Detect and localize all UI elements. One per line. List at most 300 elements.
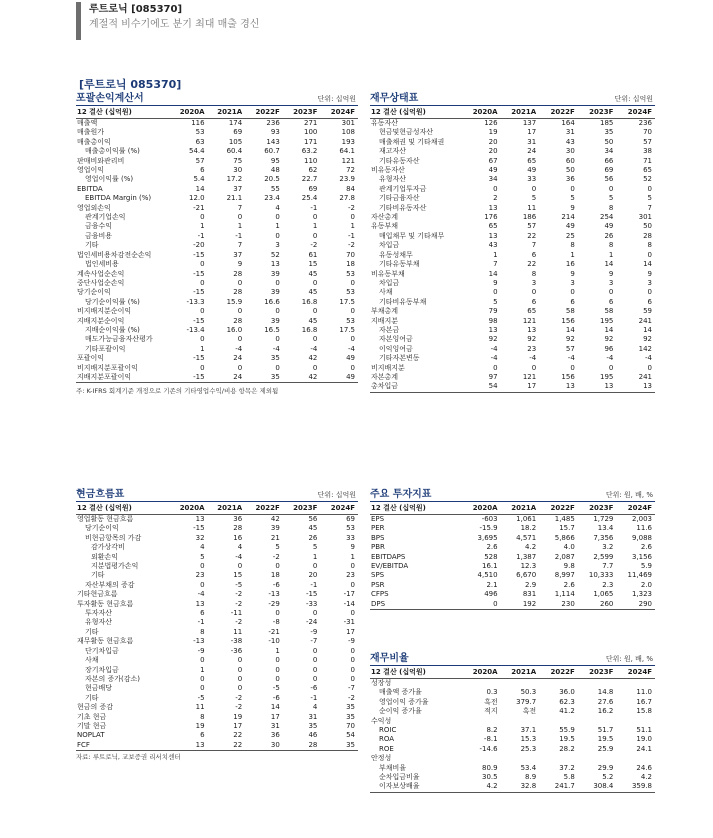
row-value: 0	[275, 665, 280, 674]
row-value: 22	[527, 231, 537, 240]
indicators-unit: 단위: 원, 배, %	[605, 491, 653, 499]
table-row	[76, 722, 358, 731]
row-value: 254	[600, 213, 614, 222]
row-value: 2.6	[640, 543, 652, 552]
row-value: 0	[237, 665, 243, 674]
row-value: 9	[350, 543, 355, 552]
income-statement-header	[76, 92, 358, 106]
table-row	[370, 317, 655, 326]
column-header-year: 2021A	[511, 504, 537, 512]
row-value: 15.7	[559, 524, 575, 533]
row-value: 13	[488, 325, 498, 334]
row-value: 116	[191, 119, 205, 127]
row-label: 유형자산	[379, 175, 407, 184]
column-header-year: 2022F	[255, 504, 280, 512]
table-row	[76, 675, 358, 684]
row-value: 31	[308, 712, 318, 721]
cashflow-section	[76, 488, 358, 762]
row-value: -8	[272, 618, 280, 627]
row-value: 75	[233, 156, 243, 165]
table-row	[76, 373, 358, 383]
row-value: 4,510	[477, 571, 498, 580]
row-value: 30	[233, 166, 243, 175]
row-value: 2.9	[525, 580, 537, 589]
row-value: -2	[348, 693, 355, 702]
row-value: 1	[570, 250, 575, 259]
row-value: 8.9	[525, 773, 537, 782]
row-value	[616, 754, 655, 763]
row-label: 유동부채	[371, 222, 399, 231]
table-row	[76, 317, 358, 326]
row-value: 16.8	[301, 297, 318, 306]
row-label: 비유동자산	[371, 166, 405, 175]
table-row	[370, 707, 655, 716]
table-row	[76, 590, 358, 599]
row-value: 20	[488, 147, 498, 156]
row-label: 기타자본변동	[379, 354, 420, 363]
row-value: 31	[565, 128, 575, 137]
table-row	[76, 175, 358, 184]
row-value: 0	[647, 288, 652, 297]
row-value: 9	[608, 269, 614, 278]
table-row	[370, 157, 655, 166]
row-value: 30	[565, 147, 575, 156]
row-value: -4	[197, 590, 205, 599]
row-value: 6	[570, 297, 575, 306]
row-value: -15.9	[479, 524, 498, 533]
row-value: 20	[488, 137, 498, 146]
row-value: 55	[270, 184, 280, 193]
row-value: 38	[643, 147, 652, 156]
row-value: -7	[310, 637, 318, 646]
row-value: 84	[346, 184, 355, 193]
row-value: -5	[197, 693, 205, 702]
row-value: 2,599	[593, 552, 614, 561]
row-value: 20	[308, 571, 318, 580]
row-value: 1	[350, 552, 355, 561]
row-value: 34	[488, 175, 498, 184]
row-value: -13.3	[186, 297, 205, 306]
row-value: 54	[488, 382, 498, 391]
table-row	[76, 185, 358, 194]
balance-sheet-table	[370, 106, 655, 393]
row-value: 95	[270, 156, 280, 165]
row-value: 13	[527, 325, 537, 334]
row-value: 12.3	[520, 562, 537, 571]
cashflow-note: 자료: 루트로닉, 교보증권 리서치센터	[76, 753, 181, 762]
row-label: 투자활동 현금흐름	[77, 599, 134, 608]
row-label: 기타	[85, 693, 99, 702]
row-value: -1	[310, 203, 318, 212]
table-row	[370, 364, 655, 373]
row-value: 16.1	[482, 562, 498, 571]
row-value: 0	[200, 580, 205, 589]
row-label: BPS	[371, 533, 385, 542]
row-value	[462, 754, 501, 763]
row-value: 18	[270, 571, 280, 580]
row-label: 비현금항목의 가감	[85, 533, 142, 542]
row-label: 영업외손익	[77, 203, 111, 212]
table-row	[76, 515, 358, 525]
row-value: -29	[268, 599, 280, 608]
row-value: 8,997	[554, 571, 575, 580]
row-label: 매출원가	[77, 128, 105, 137]
row-label: 지배순이익률 (%)	[85, 325, 140, 334]
row-value: 0	[350, 674, 355, 683]
row-value: 13	[604, 382, 614, 391]
row-value: 49	[488, 166, 498, 175]
row-value: 3	[608, 278, 614, 287]
row-value: 43	[488, 241, 498, 250]
row-label: FCF	[77, 740, 90, 749]
row-value: -38	[230, 637, 243, 646]
table-row	[76, 656, 358, 665]
row-value: 137	[522, 119, 537, 127]
row-value: 4.0	[563, 543, 575, 552]
row-value: 11,469	[627, 571, 652, 580]
table-row	[76, 119, 358, 129]
row-value: 13	[270, 260, 280, 269]
row-label: 비유동부채	[371, 269, 405, 278]
row-value: 0	[275, 609, 280, 618]
table-row	[370, 590, 655, 599]
row-value: 0	[493, 363, 498, 372]
row-value: 7	[647, 203, 652, 212]
row-label: 기초 현금	[77, 712, 107, 721]
row-value: 121	[522, 316, 537, 325]
table-row	[76, 270, 358, 279]
row-value	[616, 679, 655, 689]
row-value: 2.6	[486, 543, 498, 552]
row-value: 26	[308, 533, 318, 542]
row-value: 28	[233, 524, 243, 533]
row-value: 36	[270, 731, 280, 740]
row-value: 28	[643, 231, 652, 240]
row-value: 4	[200, 543, 205, 552]
row-value: 6	[531, 297, 537, 306]
row-label: 외환손익	[91, 552, 119, 561]
row-value: -9	[197, 646, 205, 655]
row-value: 0	[647, 363, 652, 372]
row-value: -13	[193, 637, 205, 646]
row-value: 14	[270, 703, 280, 712]
column-header-label: 12 결산 (십억원)	[77, 108, 132, 116]
row-value: 60.7	[264, 147, 280, 156]
income-statement-title: 포괄손익계산서	[76, 93, 144, 104]
row-value: 15.3	[520, 735, 537, 744]
row-label: 유형자산	[85, 618, 113, 627]
row-value: 49	[527, 166, 537, 175]
table-row	[370, 581, 655, 590]
row-value: 14	[643, 260, 652, 269]
row-label: 차입금	[379, 241, 400, 250]
row-value: 171	[304, 137, 318, 146]
row-label: 금융수익	[85, 222, 113, 231]
row-value: 25	[565, 231, 575, 240]
row-value: 58	[565, 307, 575, 316]
row-value: 14	[488, 269, 498, 278]
row-value: 1	[200, 665, 205, 674]
row-value: 65	[527, 156, 537, 165]
row-value: 13	[195, 515, 205, 523]
row-value: 54.4	[189, 147, 205, 156]
row-value: 3,156	[631, 552, 652, 561]
table-row	[76, 562, 358, 571]
row-value: -1	[197, 231, 205, 240]
indicators-section	[370, 488, 655, 610]
column-header-year: 2021A	[511, 108, 537, 116]
row-value: 53.4	[520, 763, 537, 772]
row-value: 52	[643, 175, 652, 184]
table-row	[370, 222, 655, 231]
row-value: 6	[647, 297, 652, 306]
row-value: 0	[275, 363, 280, 372]
table-row	[76, 260, 358, 269]
table-row	[370, 128, 655, 137]
table-row	[370, 373, 655, 382]
row-value: 1	[493, 250, 498, 259]
table-row	[76, 166, 358, 175]
row-value: 0	[237, 562, 243, 571]
row-label: 사채	[379, 288, 393, 297]
row-value: 15	[233, 571, 243, 580]
row-value: 19	[488, 128, 498, 137]
row-label: 유동자산	[371, 119, 399, 127]
row-value: 34	[604, 147, 614, 156]
row-value: 69	[346, 515, 355, 523]
table-row	[370, 119, 655, 129]
table-row	[370, 553, 655, 562]
row-label: 비지배지분순이익	[77, 307, 132, 316]
row-value: 5	[608, 194, 614, 203]
row-value: 14	[565, 325, 575, 334]
row-value: 4	[275, 203, 280, 212]
row-value: 8	[200, 627, 205, 636]
column-header-year: 2022F	[255, 108, 280, 116]
table-row	[76, 703, 358, 712]
row-value: -13	[268, 590, 280, 599]
row-value: 0	[312, 278, 318, 287]
table-row	[370, 534, 655, 543]
row-label: 관계기업손익	[85, 213, 126, 222]
row-label: 기타	[85, 627, 99, 636]
row-value: 174	[228, 119, 243, 127]
row-value: 22	[233, 740, 243, 749]
table-row	[76, 307, 358, 316]
row-value: 1	[200, 344, 205, 353]
row-label: 기말 현금	[77, 721, 107, 730]
row-label: PBR	[371, 543, 385, 552]
balance-sheet-unit: 단위: 십억원	[614, 95, 653, 103]
row-value: 290	[638, 599, 652, 608]
row-value: 53	[346, 524, 355, 533]
row-value: 28	[233, 288, 243, 297]
row-value: 37	[233, 250, 243, 259]
row-value: 0	[312, 609, 318, 618]
row-value: 2.1	[486, 580, 498, 589]
row-value: 25.9	[597, 744, 614, 753]
cashflow-header	[76, 488, 358, 502]
row-value: 30	[270, 740, 280, 749]
row-value: 1	[275, 222, 280, 231]
ratios-table	[370, 666, 655, 793]
table-row	[370, 307, 655, 316]
row-value: 186	[522, 213, 537, 222]
table-row	[76, 157, 358, 166]
table-row	[370, 679, 655, 689]
row-value: 0	[275, 674, 280, 683]
row-value: 92	[527, 335, 537, 344]
table-row	[76, 741, 358, 751]
row-value: 14.8	[597, 688, 614, 697]
row-value: 241.7	[554, 782, 575, 791]
indicators-table	[370, 502, 655, 610]
table-row	[76, 213, 358, 222]
row-value: 70	[346, 250, 355, 259]
row-value: 39	[270, 269, 280, 278]
row-value: 15.9	[226, 297, 243, 306]
row-value: 1	[608, 250, 614, 259]
row-value: 1	[275, 646, 280, 655]
row-value: -10	[268, 637, 280, 646]
table-row	[76, 194, 358, 203]
row-value: 62	[308, 166, 318, 175]
row-label: 기타유동자산	[379, 156, 420, 165]
row-label: 관계기업투자금	[379, 184, 427, 193]
row-value: 13	[195, 740, 205, 749]
row-value: 22	[527, 260, 537, 269]
row-value: 72	[346, 166, 355, 175]
row-value: 28.2	[559, 744, 575, 753]
row-label: 지분법평가손익	[91, 562, 139, 571]
row-value: 24	[233, 354, 243, 363]
row-value: 0	[200, 656, 205, 665]
row-value	[501, 717, 540, 726]
row-value: -6	[310, 684, 318, 693]
row-value: 0	[570, 363, 575, 372]
table-row	[76, 571, 358, 580]
row-value: -31	[343, 618, 355, 627]
row-value: -15	[193, 250, 205, 259]
row-value: 26	[604, 231, 614, 240]
row-value: 9	[493, 278, 498, 287]
row-label: 자본금	[379, 325, 400, 334]
ratios-title: 재무비율	[370, 653, 409, 664]
row-value: 53	[346, 316, 355, 325]
row-value: 37.2	[559, 763, 575, 772]
company-title: [루트로닉 085370]	[79, 78, 182, 91]
row-value: 63	[195, 137, 205, 146]
row-value: 15	[308, 260, 318, 269]
row-value: 6	[200, 609, 205, 618]
table-row	[76, 364, 358, 373]
table-row	[76, 609, 358, 618]
table-row	[370, 194, 655, 203]
table-row	[76, 298, 358, 307]
table-row	[370, 298, 655, 307]
row-value: 32	[195, 533, 205, 542]
row-label: 이자보상배율	[379, 782, 420, 791]
row-value: 57	[527, 222, 537, 231]
row-value: 0	[200, 260, 205, 269]
column-header-year: 2022F	[550, 504, 575, 512]
row-value: 164	[561, 119, 575, 127]
row-value: 0.3	[486, 688, 498, 697]
table-row	[76, 345, 358, 354]
row-label: 이익잉여금	[379, 344, 413, 353]
row-value: 0	[570, 288, 575, 297]
row-value: 379.7	[516, 697, 537, 706]
row-value: 8	[608, 203, 614, 212]
row-value: 0	[237, 656, 243, 665]
row-value: 19	[195, 721, 205, 730]
row-value: 1	[312, 552, 318, 561]
row-value: 3,695	[477, 533, 498, 542]
table-row	[76, 600, 358, 609]
row-value: 28	[308, 740, 318, 749]
row-value: -1	[310, 693, 318, 702]
row-value: 13	[565, 382, 575, 391]
row-value: 8	[531, 269, 537, 278]
row-label: 투자자산	[85, 609, 113, 618]
table-row	[370, 717, 655, 726]
row-value: -9	[348, 637, 355, 646]
column-header-year: 2023F	[589, 108, 614, 116]
row-value: 100	[304, 128, 318, 137]
row-value: 39	[270, 524, 280, 533]
row-value: -15	[193, 354, 205, 363]
row-value: 359.8	[631, 782, 652, 791]
balance-sheet-section	[370, 92, 655, 393]
row-value: 21	[270, 533, 280, 542]
row-label: 계속사업순손익	[77, 269, 125, 278]
row-value: 0	[312, 674, 318, 683]
row-value: 0	[350, 307, 355, 316]
table-row	[370, 562, 655, 571]
row-value: -4	[348, 344, 355, 353]
column-header-year: 2020A	[472, 108, 498, 116]
row-value: 17.5	[339, 297, 355, 306]
row-value: 4,571	[516, 533, 537, 542]
row-value: 308.4	[593, 782, 614, 791]
row-value: -2	[235, 599, 243, 608]
row-value: 67	[488, 156, 498, 165]
row-value: 28	[233, 316, 243, 325]
row-label: 사채	[85, 656, 99, 665]
row-value: 0	[200, 335, 205, 344]
row-value: 36	[233, 515, 243, 523]
row-value: 0	[493, 288, 498, 297]
row-value: -1	[310, 580, 318, 589]
row-value: -4	[310, 344, 318, 353]
row-value: 9	[570, 203, 575, 212]
row-label: 기타유동부채	[379, 260, 420, 269]
column-header-year: 2022F	[550, 668, 575, 676]
row-label: 총차입금	[371, 382, 399, 391]
table-row	[370, 382, 655, 392]
table-row	[76, 288, 358, 297]
row-label: 기타금융자산	[379, 194, 420, 203]
row-value: 230	[561, 599, 575, 608]
row-value: 18	[346, 260, 355, 269]
row-value: 7	[531, 241, 537, 250]
row-value: 0	[312, 656, 318, 665]
balance-sheet-header	[370, 92, 655, 106]
row-value: -15	[193, 269, 205, 278]
column-header-year: 2021A	[217, 108, 243, 116]
row-value: -15	[193, 372, 205, 381]
row-value: 16.8	[301, 325, 318, 334]
